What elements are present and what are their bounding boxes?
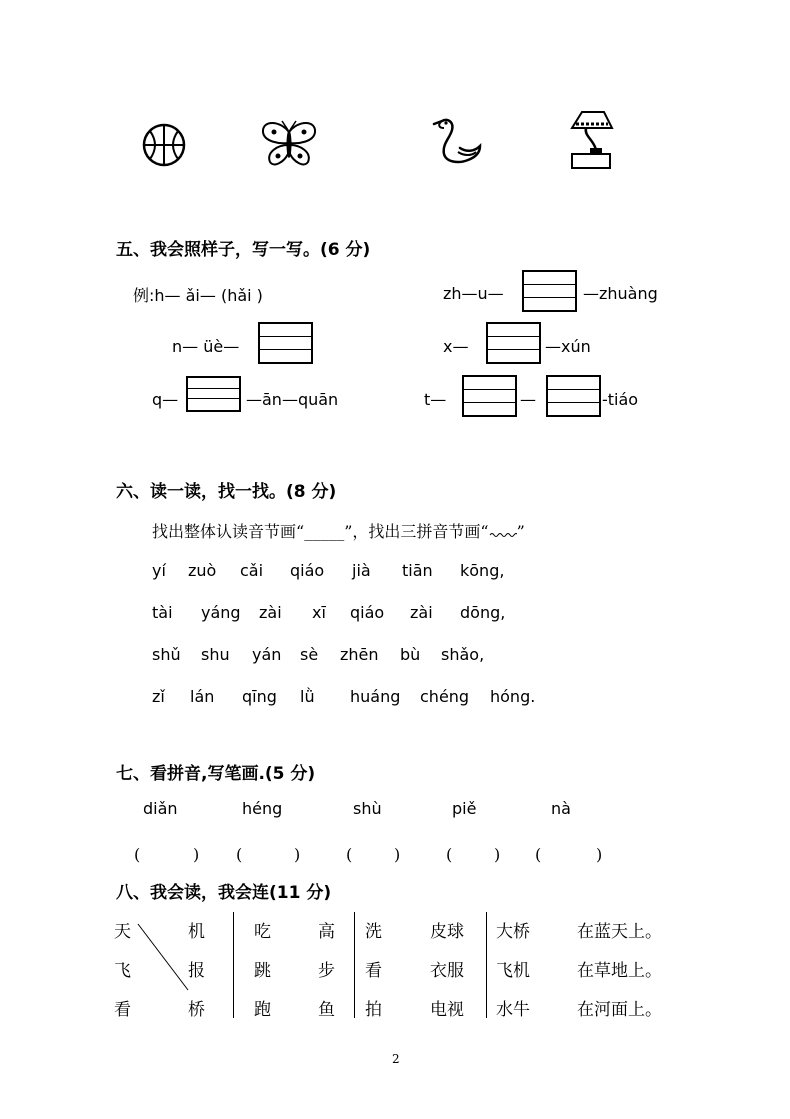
pinyin-syllable[interactable]: dōng, [460,603,506,622]
match-word-col1[interactable]: 看 [114,1000,131,1020]
answer-paren-close: ) [394,845,401,864]
pinyin-syllable[interactable]: tiān [402,561,433,580]
pinyin-syllable[interactable]: qīng [242,687,277,706]
pinyin-syllable[interactable]: bù [400,645,421,664]
section8-heading: 八、我会读，我会连(11 分) [116,883,332,903]
section5-item5-mid: — [520,390,536,409]
match-word-col6[interactable]: 电视 [430,1000,464,1020]
match-word-col1[interactable]: 飞 [114,961,131,981]
page-number: 2 [392,1052,400,1066]
pinyin-syllable[interactable]: qiáo [290,561,325,580]
answer-paren-close: ) [193,845,200,864]
stroke-pinyin: nà [551,799,571,818]
match-word-col7[interactable]: 水牛 [496,1000,530,1020]
section6-heading: 六、读一读，找一找。(8 分) [116,482,337,502]
match-word-col8[interactable]: 在草地上。 [577,961,662,981]
answer-paren-open: ( [535,845,542,864]
pinyin-syllable[interactable]: sè [300,645,319,664]
section5-item4-prefix: q— [152,390,179,409]
match-word-col3[interactable]: 吃 [254,922,271,942]
match-word-col2[interactable]: 机 [188,922,205,942]
stroke-pinyin: piě [452,799,477,818]
section5-item1-prefix: n— üè— [172,337,240,356]
match-word-col5[interactable]: 洗 [365,922,382,942]
section5-item4-suffix: —ān—quān [246,390,339,409]
section5-example: 例:h— ǎi— (hǎi ) [133,286,263,305]
answer-paren-close: ) [294,845,301,864]
match-word-col2[interactable]: 报 [188,961,205,981]
pinyin-syllable[interactable]: zài [410,603,433,622]
section5-item5-suffix: -tiáo [602,390,639,409]
match-word-col3[interactable]: 跳 [254,961,271,981]
pinyin-syllable[interactable]: yán [252,645,282,664]
answer-paren-open: ( [134,845,141,864]
pinyin-syllable[interactable]: yáng [201,603,241,622]
answer-paren-close: ) [596,845,603,864]
instruction-part-c: ” [516,522,525,541]
pinyin-syllable[interactable]: huáng [350,687,401,706]
pinyin-syllable[interactable]: lán [190,687,215,706]
instruction-blank: _____ [304,522,345,541]
section5-item3-suffix: —xún [545,337,591,356]
pinyin-syllable[interactable]: xī [312,603,326,622]
divider-1 [233,912,234,1018]
match-word-col4[interactable]: 高 [318,922,335,942]
pinyin-syllable[interactable]: cǎi [240,561,264,580]
pinyin-syllable[interactable]: zhēn [340,645,379,664]
pinyin-syllable[interactable]: zǐ [152,687,165,706]
divider-2 [354,912,355,1018]
pinyin-syllable[interactable]: shu [201,645,230,664]
match-word-col4[interactable]: 步 [318,961,335,981]
match-word-col5[interactable]: 拍 [365,1000,382,1020]
pinyin-syllable[interactable]: qiáo [350,603,385,622]
match-word-col8[interactable]: 在河面上。 [577,1000,662,1020]
pinyin-syllable[interactable]: zài [259,603,282,622]
match-word-col4[interactable]: 鱼 [318,1000,335,1020]
match-word-col2[interactable]: 桥 [188,1000,205,1020]
match-word-col7[interactable]: 飞机 [496,961,530,981]
answer-paren-open: ( [346,845,353,864]
stroke-pinyin: diǎn [143,799,178,818]
instruction-part-b: ”，找出三拼音节画“ [344,522,489,541]
pinyin-syllable[interactable]: jià [352,561,371,580]
pinyin-syllable[interactable]: chéng [420,687,470,706]
divider-3 [486,912,487,1018]
match-word-col5[interactable]: 看 [365,961,382,981]
match-word-col6[interactable]: 皮球 [430,922,464,942]
match-word-col3[interactable]: 跑 [254,1000,271,1020]
instruction-part-a: 找出整体认读音节画“ [152,522,305,541]
match-word-col8[interactable]: 在蓝天上。 [577,922,662,942]
answer-paren-open: ( [236,845,243,864]
pinyin-syllable[interactable]: hóng. [490,687,536,706]
section5-heading: 五、我会照样子，写一写。(6 分) [116,240,371,260]
section5-item2-prefix: zh—u— [443,284,504,303]
section5-item5-prefix: t— [424,390,447,409]
stroke-pinyin: héng [242,799,283,818]
pinyin-syllable[interactable]: shǔ [152,645,181,664]
pinyin-syllable[interactable]: lǜ [300,687,315,706]
pinyin-syllable[interactable]: shǎo, [441,645,485,664]
match-word-col1[interactable]: 天 [114,922,131,942]
answer-paren-open: ( [446,845,453,864]
section5-item3-prefix: x— [443,337,469,356]
match-word-col7[interactable]: 大桥 [496,922,530,942]
pinyin-syllable[interactable]: zuò [188,561,217,580]
stroke-pinyin: shù [353,799,382,818]
answer-paren-close: ) [494,845,501,864]
match-word-col6[interactable]: 衣服 [430,961,464,981]
section7-heading: 七、看拼音,写笔画.(5 分) [116,764,316,784]
pinyin-syllable[interactable]: kōng, [460,561,505,580]
pinyin-syllable[interactable]: yí [152,561,166,580]
pinyin-syllable[interactable]: tài [152,603,173,622]
section5-item2-suffix: —zhuàng [583,284,658,303]
